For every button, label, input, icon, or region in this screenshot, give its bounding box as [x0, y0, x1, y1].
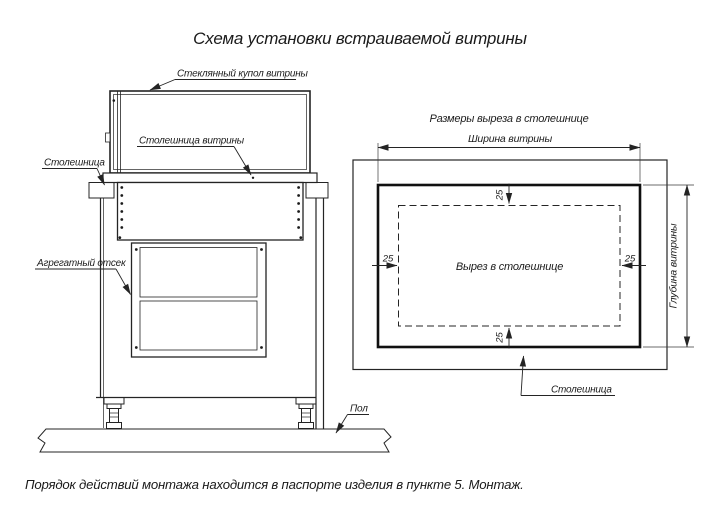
offset-left-value: 25: [382, 253, 394, 265]
countertop-label: Столешница: [44, 157, 105, 169]
label-countertop-left: [42, 158, 105, 186]
dim-width: [378, 133, 640, 182]
floor-section: [38, 429, 391, 452]
depth-label: Глубина витрины: [667, 223, 680, 309]
countertop-section-right: [306, 183, 328, 199]
page-title: Схема установки встраиваемой витрины: [193, 29, 527, 48]
dim-offset-right: [622, 254, 646, 266]
width-label: Ширина витрины: [467, 133, 553, 145]
floor-label: Пол: [350, 403, 368, 415]
vitrine-countertop-strip: [103, 173, 317, 183]
offset-bottom-value: 25: [494, 332, 506, 343]
leg-right: [296, 398, 316, 429]
label-countertop-plan: [521, 356, 615, 396]
label-glass-dome: [150, 69, 309, 91]
countertop-section-left: [89, 183, 114, 199]
vitrine-countertop-label: Столешница витрины: [139, 135, 244, 147]
aggregate-panel: [132, 243, 267, 357]
glass-dome-label: Стеклянный купол витрины: [177, 68, 308, 80]
leg-left: [104, 398, 124, 429]
footnote: Порядок действий монтажа находится в паспорте изделия в пункте 5. Монтаж.: [25, 477, 524, 492]
screw-panel: [118, 183, 304, 241]
countertop-plan-label: Столешница: [551, 384, 612, 396]
cutout-label: Вырез в столешнице: [455, 261, 564, 273]
offset-top-value: 25: [494, 189, 506, 201]
label-aggregate: [35, 258, 131, 295]
dim-offset-left: [372, 254, 397, 266]
dome-hinge: [106, 133, 111, 142]
front-view: [35, 69, 391, 453]
top-view: [353, 113, 694, 396]
glass-dome: [106, 91, 311, 173]
dim-depth: [643, 185, 694, 347]
offset-right-value: 25: [624, 253, 636, 265]
aggregate-label: Агрегатный отсек: [37, 258, 126, 269]
top-view-heading: Размеры выреза в столешнице: [429, 113, 589, 125]
